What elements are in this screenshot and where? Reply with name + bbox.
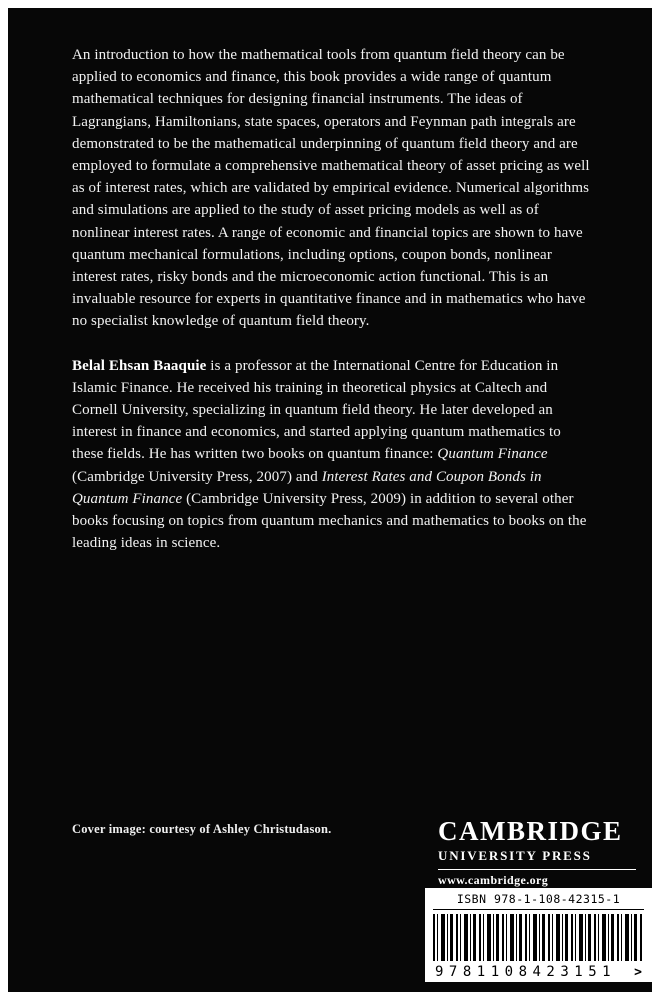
isbn-label: ISBN 978-1-108-42315-1 bbox=[433, 892, 644, 910]
publisher-subname: UNIVERSITY PRESS bbox=[438, 848, 592, 863]
barcode-panel bbox=[425, 888, 652, 982]
author-bio-text-2: (Cambridge University Press, 2007) and bbox=[72, 468, 322, 485]
publisher-divider bbox=[438, 869, 636, 870]
publisher-website: www.cambridge.org bbox=[438, 873, 549, 887]
author-bio-text-3: (Cambridge University Press, 2009) in addition to several other books focusing on topics from quantum mechanics and mathematics to books on the leading ideas in science. bbox=[72, 490, 587, 552]
cover-background bbox=[8, 8, 652, 992]
publisher-logo-block bbox=[425, 816, 652, 888]
author-name: Belal Ehsan Baaquie bbox=[72, 357, 207, 374]
barcode-number-row bbox=[433, 964, 644, 980]
book-description: An introduction to how the mathematical tools from quantum field theory can be applied to economics and finance, this book provides a wide range of quantum mathematical techniques for designing financial instruments. The ideas of Lagrangians, Hamiltonians, state spaces, operators and Feynman path integrals are demonstrated to be the mathematical underpinning of quantum field theory and are employed to formulate a comprehensive mathematical theory of asset pricing as well as of interest rates, which are validated by empirical evidence. Numerical algorithms and simulations are applied to the study of asset pricing models as well as of nonlinear interest rates. A range of economic and financial topics are shown to have quantum mechanical formulations, including options, coupon bonds, nonlinear interest rates, risky bonds and the microeconomic action functional. This is an invaluable resource for experts in quantitative finance and in mathematics who have no specialist knowledge of quantum field theory. bbox=[72, 47, 590, 330]
book-title-interest-rates-coupon-bonds: Interest Rates and Coupon Bonds in Quantum Finance bbox=[72, 468, 542, 507]
barcode-number: 9781108423151 bbox=[435, 964, 617, 980]
cover-image-credit: Cover image: courtesy of Ashley Christudason. bbox=[72, 822, 332, 836]
publisher-name: CAMBRIDGE bbox=[438, 816, 623, 846]
barcode-icon bbox=[433, 914, 644, 961]
barcode-arrow: > bbox=[634, 964, 642, 980]
book-title-quantum-finance: Quantum Finance bbox=[437, 446, 548, 463]
cover-text-column bbox=[72, 44, 592, 554]
author-bio bbox=[72, 355, 592, 555]
author-bio-text-1: is a professor at the International Centre for Education in Islamic Finance. He received his training in theoretical physics at Caltech and Cornell University, specializing in quantum field theory. He later developed an interest in finance and economics, and started applying quantum mathematics to these fields. He has written two books on quantum finance: bbox=[72, 357, 561, 463]
